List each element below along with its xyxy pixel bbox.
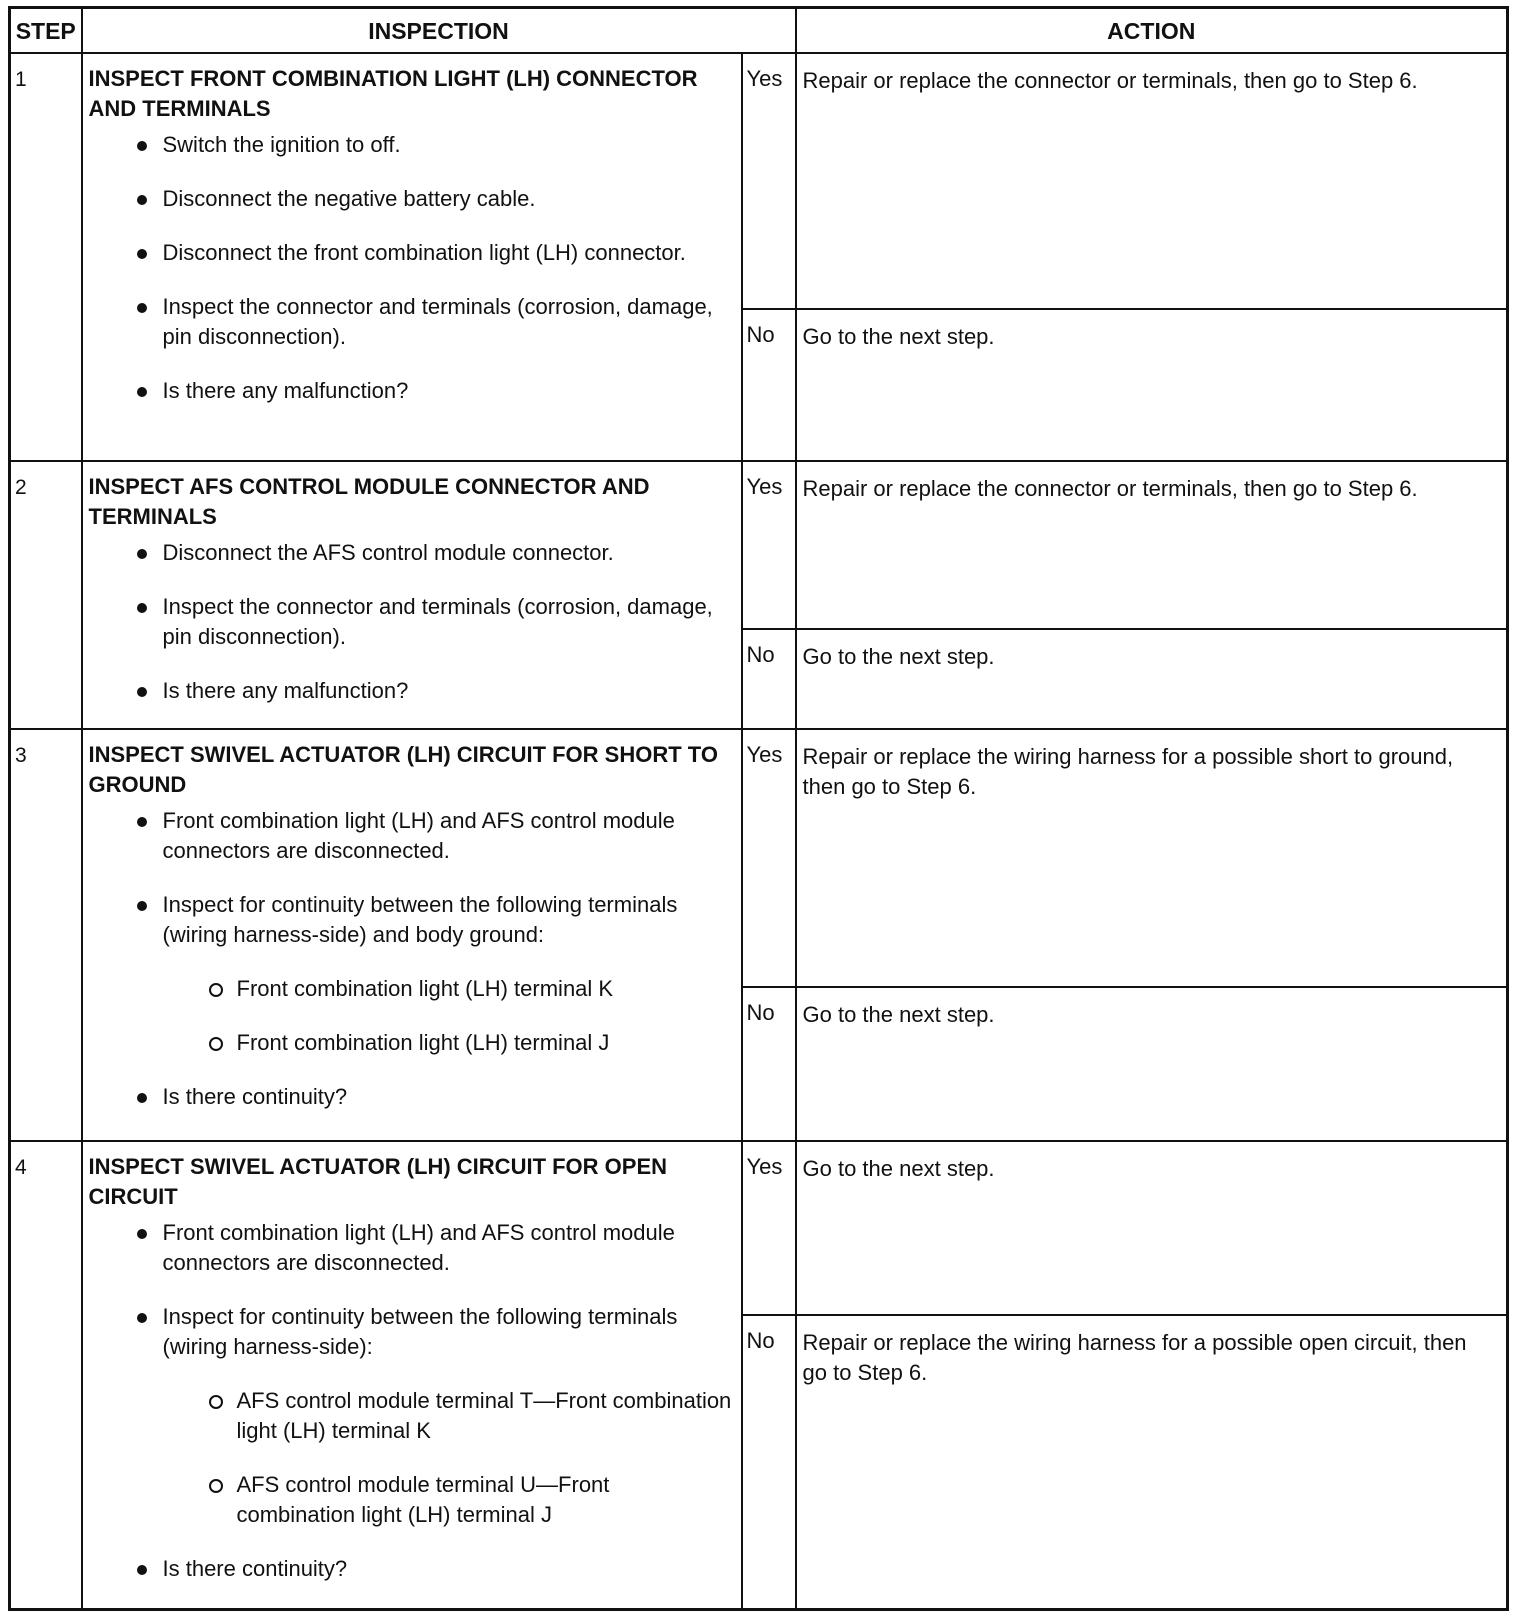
bullet-dot-icon: [137, 1229, 147, 1239]
bullet-dot-icon: [137, 603, 147, 613]
list-item: Is there continuity?: [89, 1554, 733, 1584]
yes-action: Go to the next step.: [796, 1141, 1508, 1315]
hollow-bullet-icon: [209, 983, 223, 997]
yes-label: Yes: [742, 729, 796, 987]
yes-action: Repair or replace the connector or terminals, then go to Step 6.: [796, 461, 1508, 629]
step-number: 4: [10, 1141, 82, 1610]
no-label: No: [742, 987, 796, 1141]
list-item: Inspect the connector and terminals (corrosion, damage, pin disconnection).: [89, 292, 733, 352]
inspection-cell: [82, 729, 742, 1141]
table-row-step-2: [10, 461, 1508, 629]
inspection-cell: [82, 53, 742, 461]
yes-label: Yes: [742, 461, 796, 629]
header-step: STEP: [10, 8, 82, 54]
bullet-dot-icon: [137, 387, 147, 397]
table-row-step-1: [10, 53, 1508, 309]
diagnostic-procedure-sheet: [8, 6, 1506, 1611]
sub-list-item: Front combination light (LH) terminal J: [89, 1028, 733, 1058]
inspection-title: INSPECT AFS CONTROL MODULE CONNECTOR AND TERMINALS: [88, 474, 650, 529]
hollow-bullet-icon: [209, 1037, 223, 1051]
bullet-dot-icon: [137, 1313, 147, 1323]
inspection-title: INSPECT FRONT COMBINATION LIGHT (LH) CONNECTOR AND TERMINALS: [88, 66, 698, 121]
no-action: Go to the next step.: [796, 629, 1508, 729]
header-inspection: INSPECTION: [82, 8, 796, 54]
list-item: Is there any malfunction?: [89, 676, 733, 706]
bullet-dot-icon: [137, 1565, 147, 1575]
bullet-dot-icon: [137, 141, 147, 151]
bullet-dot-icon: [137, 549, 147, 559]
list-item: Front combination light (LH) and AFS control module connectors are disconnected.: [89, 1218, 733, 1278]
table-header-row: [10, 8, 1508, 54]
step-number: 1: [10, 53, 82, 461]
no-label: No: [742, 629, 796, 729]
bullet-dot-icon: [137, 249, 147, 259]
list-item: Disconnect the negative battery cable.: [89, 184, 733, 214]
table-row-step-4: [10, 1141, 1508, 1315]
no-label: No: [742, 309, 796, 461]
list-item: Switch the ignition to off.: [89, 130, 733, 160]
bullet-dot-icon: [137, 1093, 147, 1103]
list-item: Is there any malfunction?: [89, 376, 733, 406]
yes-label: Yes: [742, 1141, 796, 1315]
list-item: Is there continuity?: [89, 1082, 733, 1112]
inspection-title: INSPECT SWIVEL ACTUATOR (LH) CIRCUIT FOR OPEN CIRCUIT: [88, 1154, 668, 1209]
table-row-step-3: [10, 729, 1508, 987]
bullet-dot-icon: [137, 817, 147, 827]
sub-list-item: AFS control module terminal T—Front combination light (LH) terminal K: [89, 1386, 733, 1446]
sub-list-item: AFS control module terminal U—Front combination light (LH) terminal J: [89, 1470, 733, 1530]
no-action: Go to the next step.: [796, 987, 1508, 1141]
diagnostic-table: [8, 6, 1509, 1611]
bullet-dot-icon: [137, 303, 147, 313]
yes-action: Repair or replace the connector or terminals, then go to Step 6.: [796, 53, 1508, 309]
inspection-title: INSPECT SWIVEL ACTUATOR (LH) CIRCUIT FOR SHORT TO GROUND: [88, 742, 718, 797]
list-item: Disconnect the front combination light (LH) connector.: [89, 238, 733, 268]
no-action: Go to the next step.: [796, 309, 1508, 461]
inspection-cell: [82, 461, 742, 729]
step-number: 3: [10, 729, 82, 1141]
bullet-dot-icon: [137, 195, 147, 205]
hollow-bullet-icon: [209, 1479, 223, 1493]
no-label: No: [742, 1315, 796, 1610]
yes-action: Repair or replace the wiring harness for a possible short to ground, then go to Step 6.: [796, 729, 1508, 987]
sub-list-item: Front combination light (LH) terminal K: [89, 974, 733, 1004]
hollow-bullet-icon: [209, 1395, 223, 1409]
step-number: 2: [10, 461, 82, 729]
list-item: Inspect for continuity between the following terminals (wiring harness-side) and body ground:: [89, 890, 733, 950]
list-item: Inspect the connector and terminals (corrosion, damage, pin disconnection).: [89, 592, 733, 652]
bullet-dot-icon: [137, 901, 147, 911]
list-item: Disconnect the AFS control module connector.: [89, 538, 733, 568]
yes-label: Yes: [742, 53, 796, 309]
header-action: ACTION: [796, 8, 1508, 54]
list-item: Front combination light (LH) and AFS control module connectors are disconnected.: [89, 806, 733, 866]
list-item: Inspect for continuity between the following terminals (wiring harness-side):: [89, 1302, 733, 1362]
inspection-cell: [82, 1141, 742, 1610]
bullet-dot-icon: [137, 687, 147, 697]
no-action: Repair or replace the wiring harness for a possible open circuit, then go to Step 6.: [796, 1315, 1508, 1610]
